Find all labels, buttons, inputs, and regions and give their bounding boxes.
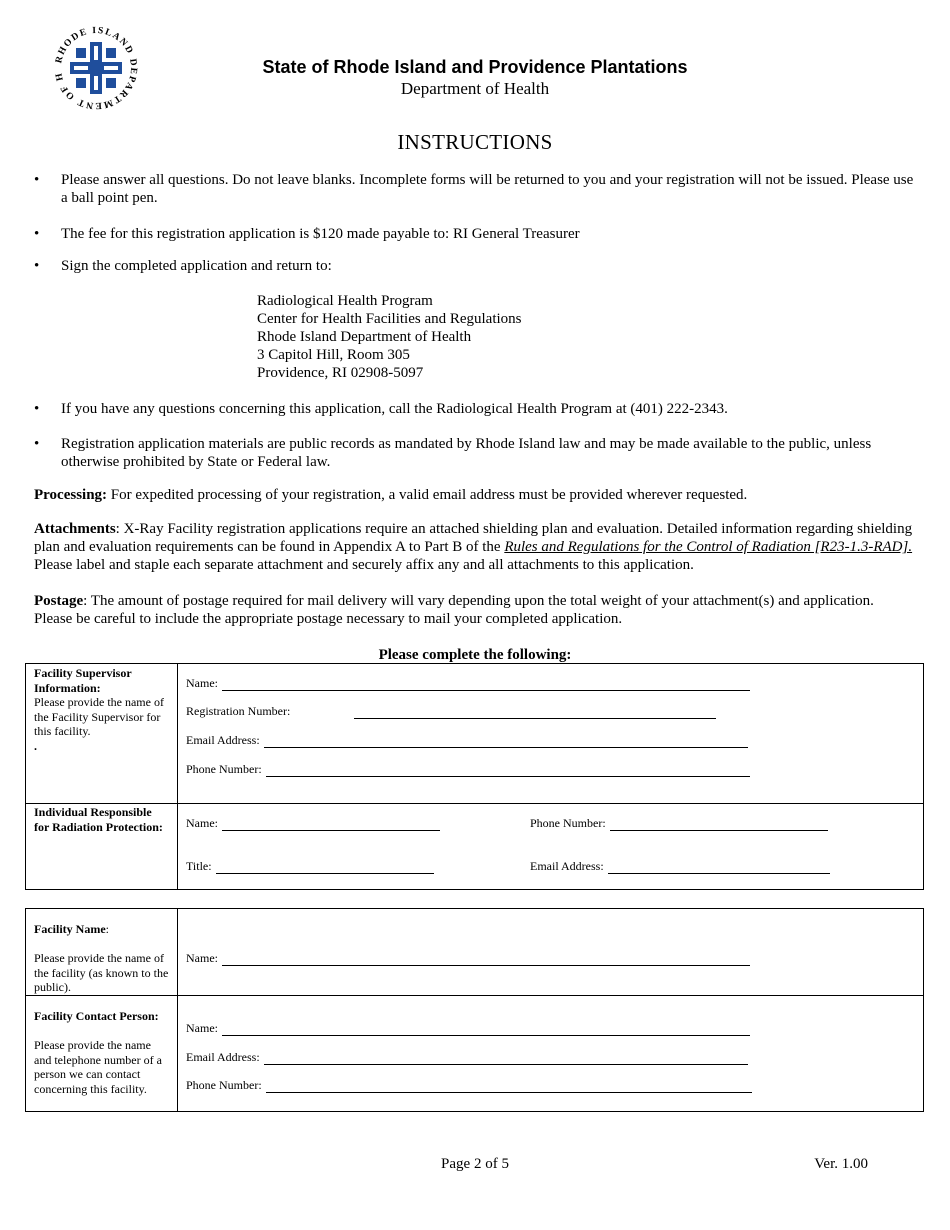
title-input-line[interactable] — [216, 863, 434, 874]
attachments-text-2: Please label and staple each separate attachment and securely affix any and all attachments to this application. — [34, 557, 694, 573]
email-input-line[interactable] — [264, 737, 748, 748]
bullet-dot: • — [34, 226, 40, 242]
processing-label: Processing: — [34, 487, 108, 503]
contact-name-field[interactable] — [186, 1021, 750, 1036]
responsible-email-field[interactable] — [530, 859, 830, 874]
field-label: Name: — [186, 1021, 218, 1035]
postage-label: Postage — [34, 593, 84, 609]
facility-name-row — [26, 909, 923, 995]
address-line: Radiological Health Program — [257, 293, 433, 309]
contact-label-cell — [26, 996, 178, 1111]
postage-text: : The amount of postage required for mail delivery will vary depending upon the total weight of your attachment(s) and application. Please be careful to include the appropriate postage necessary to mail your completed application. — [34, 593, 874, 627]
field-label: Name: — [186, 676, 218, 690]
instruction-bullet — [34, 400, 914, 418]
facility-colon: : — [105, 922, 109, 936]
responsible-title-field[interactable] — [186, 859, 434, 874]
bullet-text: If you have any questions concerning this application, call the Radiological Health Program at (401) 222-2343. — [61, 401, 728, 417]
field-label: Email Address: — [186, 1050, 260, 1064]
bullet-text: Registration application materials are public records as mandated by Rhode Island law and may be made available to the public, unless otherwise prohibited by State or Federal law. — [61, 436, 872, 470]
field-label: Title: — [186, 859, 212, 873]
instruction-bullet — [34, 225, 914, 243]
supervisor-row — [26, 664, 923, 803]
facility-title: Facility Name — [34, 922, 106, 936]
supervisor-section — [25, 663, 924, 890]
bullet-dot: • — [34, 401, 40, 417]
registration-input-line[interactable] — [354, 708, 716, 719]
page-number: Page 2 of 5 — [441, 1156, 509, 1172]
responsible-title: Individual Responsible for Radiation Protection: — [34, 805, 163, 834]
regulations-link[interactable]: Rules and Regulations for the Control of Radiation [R23-1.3-RAD]. — [504, 539, 913, 555]
field-label: Name: — [186, 816, 218, 830]
department-subtitle: Department of Health — [400, 79, 550, 98]
logo-text: RHODE ISLAND DEPARTMENT OF H — [54, 25, 139, 111]
field-label: Email Address: — [186, 733, 260, 747]
address-line: Providence, RI 02908-5097 — [257, 365, 424, 381]
instruction-bullet — [34, 435, 914, 471]
contact-email-field[interactable] — [186, 1050, 748, 1065]
supervisor-label-cell — [26, 664, 178, 803]
phone-input-line[interactable] — [266, 766, 750, 777]
field-label: Email Address: — [530, 859, 604, 873]
phone-input-line[interactable] — [610, 820, 828, 831]
attachments-paragraph — [34, 520, 914, 574]
supervisor-desc: Please provide the name of the Facility Supervisor for this facility. — [34, 695, 164, 738]
email-input-line[interactable] — [264, 1054, 748, 1065]
email-input-line[interactable] — [608, 863, 830, 874]
facility-desc: Please provide the name of the facility (as known to the public). — [34, 951, 169, 994]
attachments-text: : X-Ray Facility registration applications require an attached shielding plan and evaluation. Detailed information regarding shielding plan and evaluation requirements can be found in Appendix A to Part B of the — [34, 521, 913, 555]
contact-desc: Please provide the name and telephone number of a person we can contact concerning this facility. — [34, 1038, 162, 1096]
name-input-line[interactable] — [222, 1025, 750, 1036]
supervisor-registration-field[interactable] — [186, 704, 716, 719]
processing-text: For expedited processing of your registration, a valid email address must be provided wherever requested. — [107, 487, 748, 503]
phone-input-line[interactable] — [266, 1082, 752, 1093]
field-label: Phone Number: — [186, 762, 262, 776]
field-label: Phone Number: — [530, 816, 606, 830]
facility-name-field[interactable] — [186, 951, 750, 966]
field-label: Registration Number: — [186, 704, 291, 718]
contact-title: Facility Contact Person: — [34, 1009, 159, 1023]
bullet-text: Sign the completed application and return to: — [61, 258, 332, 274]
address-line: Center for Health Facilities and Regulations — [257, 311, 522, 327]
supervisor-dot: . — [34, 738, 37, 753]
supervisor-email-field[interactable] — [186, 733, 748, 748]
version-label: Ver. 1.00 — [814, 1156, 868, 1172]
contact-phone-field[interactable] — [186, 1078, 752, 1093]
field-label: Name: — [186, 951, 218, 965]
contact-row — [26, 995, 923, 1111]
instruction-bullet — [34, 257, 914, 275]
address-line: Rhode Island Department of Health — [257, 329, 472, 345]
supervisor-phone-field[interactable] — [186, 762, 750, 777]
responsible-label-cell — [26, 804, 178, 889]
facility-label-cell — [26, 909, 178, 995]
supervisor-title: Facility Supervisor Information: — [34, 666, 132, 695]
bullet-text: The fee for this registration application is $120 made payable to: RI General Treasurer — [61, 226, 580, 242]
name-input-line[interactable] — [222, 955, 750, 966]
address-line: 3 Capitol Hill, Room 305 — [257, 347, 410, 363]
supervisor-name-field[interactable] — [186, 676, 750, 691]
processing-paragraph — [34, 486, 914, 504]
field-label: Phone Number: — [186, 1078, 262, 1092]
form-heading: Please complete the following: — [378, 647, 572, 663]
responsible-row — [26, 803, 923, 889]
bullet-dot: • — [34, 436, 40, 452]
instructions-heading: INSTRUCTIONS — [397, 130, 553, 154]
bullet-dot: • — [34, 258, 40, 274]
name-input-line[interactable] — [222, 820, 440, 831]
name-input-line[interactable] — [222, 680, 750, 691]
responsible-phone-field[interactable] — [530, 816, 828, 831]
facility-section — [25, 908, 924, 1112]
responsible-name-field[interactable] — [186, 816, 440, 831]
bullet-dot: • — [34, 172, 40, 188]
mailing-address — [257, 292, 522, 382]
attachments-label: Attachments — [34, 521, 116, 537]
postage-paragraph — [34, 592, 914, 628]
bullet-text: Please answer all questions. Do not leave blanks. Incomplete forms will be returned to you and your registration will not be issued. Please use a ball point pen. — [61, 172, 914, 206]
state-title: State of Rhode Island and Providence Plantations — [262, 57, 688, 77]
instruction-bullet — [34, 171, 914, 207]
